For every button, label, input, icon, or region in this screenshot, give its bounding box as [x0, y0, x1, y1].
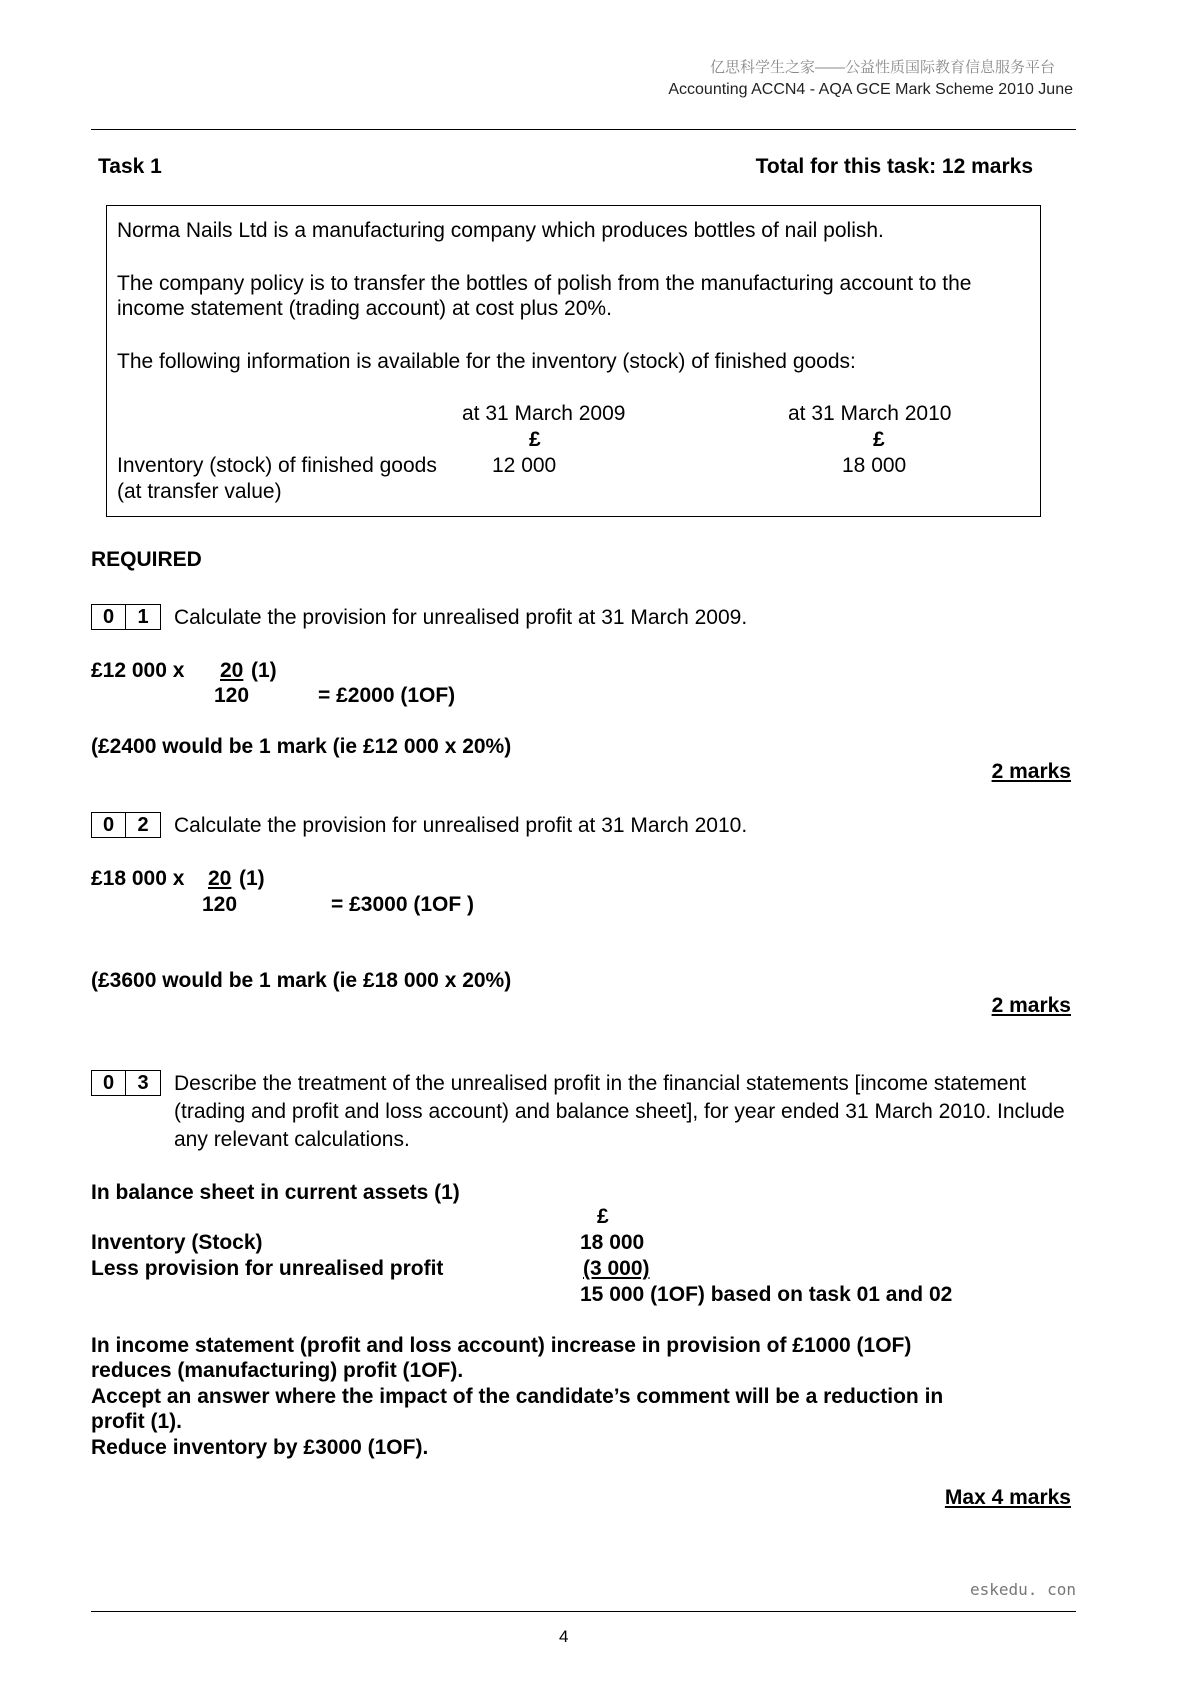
footer-watermark: eskedu. con	[970, 1580, 1076, 1599]
footer-divider	[91, 1611, 1076, 1612]
header-title: Accounting ACCN4 - AQA GCE Mark Scheme 2010 June	[668, 81, 1073, 98]
row-label-2: (at transfer value)	[117, 480, 282, 503]
q2-calc-amount: £18 000 x	[91, 867, 185, 890]
q3-balance-sheet-heading: In balance sheet in current assets (1)	[91, 1181, 460, 1204]
row-label: Inventory (stock) of finished goods	[117, 454, 437, 477]
q3-less-provision-label: Less provision for unrealised profit	[91, 1257, 444, 1280]
q2-calc-result: = £3000 (1OF )	[331, 893, 474, 916]
q1-digit-2: 1	[126, 604, 161, 630]
q3-answer-line-4: profit (1).	[91, 1410, 182, 1433]
q1-digit-1: 0	[91, 604, 126, 630]
currency-2010: £	[873, 428, 885, 451]
info-p1: Norma Nails Ltd is a manufacturing company which produces bottles of nail polish.	[117, 219, 884, 242]
col-head-2010: at 31 March 2010	[788, 402, 952, 425]
header-divider	[91, 129, 1076, 130]
q3-inventory-value: 18 000	[580, 1231, 645, 1254]
value-2010: 18 000	[842, 454, 907, 477]
info-p3: The following information is available for the inventory (stock) of finished goods:	[117, 350, 856, 373]
q1-question: Calculate the provision for unrealised profit at 31 March 2009.	[174, 606, 748, 629]
q3-inventory-label: Inventory (Stock)	[91, 1231, 263, 1254]
q3-answer-line-1: In income statement (profit and loss account) increase in provision of £1000 (1OF)	[91, 1334, 912, 1357]
q3-net-value: 15 000 (1OF) based on task 01 and 02	[580, 1283, 953, 1306]
currency-2009: £	[529, 428, 541, 451]
q3-question-line-2: (trading and profit and loss account) and balance sheet], for year ended 31 March 2010. Include	[174, 1100, 1065, 1123]
task-total: Total for this task: 12 marks	[755, 155, 1033, 178]
header-cn-line: 亿思科学生之家——公益性质国际教育信息服务平台	[709, 59, 1055, 76]
q3-answer-line-3: Accept an answer where the impact of the candidate’s comment will be a reduction in	[91, 1385, 944, 1408]
q3-marks: Max 4 marks	[944, 1486, 1071, 1509]
q2-calc-denominator: 120	[202, 893, 238, 916]
q1-calc-numerator: 20	[220, 659, 244, 682]
q1-calc-denominator: 120	[214, 684, 250, 707]
q2-digit-2: 2	[126, 812, 161, 838]
q2-calc-numerator: 20	[208, 867, 232, 890]
q3-digit-1: 0	[91, 1070, 126, 1096]
value-2009: 12 000	[492, 454, 557, 477]
q1-marks: 2 marks	[991, 760, 1071, 783]
q1-note: (£2400 would be 1 mark (ie £12 000 x 20%)	[91, 735, 512, 758]
q2-number-box	[91, 812, 161, 840]
q3-question-line-3: any relevant calculations.	[174, 1128, 410, 1151]
info-p2a: The company policy is to transfer the bottles of polish from the manufacturing account to the	[117, 272, 972, 295]
q3-answer-line-2: reduces (manufacturing) profit (1OF).	[91, 1359, 464, 1382]
q1-calc-result: = £2000 (1OF)	[318, 684, 456, 707]
q3-question-line-1: Describe the treatment of the unrealised profit in the financial statements [income statement	[174, 1072, 1027, 1095]
page-number: 4	[559, 1627, 569, 1646]
q3-less-provision-value: (3 000)	[583, 1257, 650, 1280]
q2-note: (£3600 would be 1 mark (ie £18 000 x 20%)	[91, 969, 512, 992]
q2-marks: 2 marks	[991, 994, 1071, 1017]
task-label: Task 1	[98, 155, 162, 178]
q3-currency: £	[597, 1205, 609, 1228]
q2-calc-mark: (1)	[239, 867, 265, 890]
info-p2b: income statement (trading account) at cost plus 20%.	[117, 297, 612, 320]
q3-answer-line-5: Reduce inventory by £3000 (1OF).	[91, 1436, 429, 1459]
q1-number-box	[91, 604, 161, 632]
q3-digit-2: 3	[126, 1070, 161, 1096]
q2-digit-1: 0	[91, 812, 126, 838]
required-heading: REQUIRED	[91, 548, 202, 571]
q1-calc-amount: £12 000 x	[91, 659, 185, 682]
q3-number-box	[91, 1070, 161, 1098]
col-head-2009: at 31 March 2009	[462, 402, 626, 425]
q1-calc-mark: (1)	[251, 659, 277, 682]
q2-question: Calculate the provision for unrealised profit at 31 March 2010.	[174, 814, 748, 837]
